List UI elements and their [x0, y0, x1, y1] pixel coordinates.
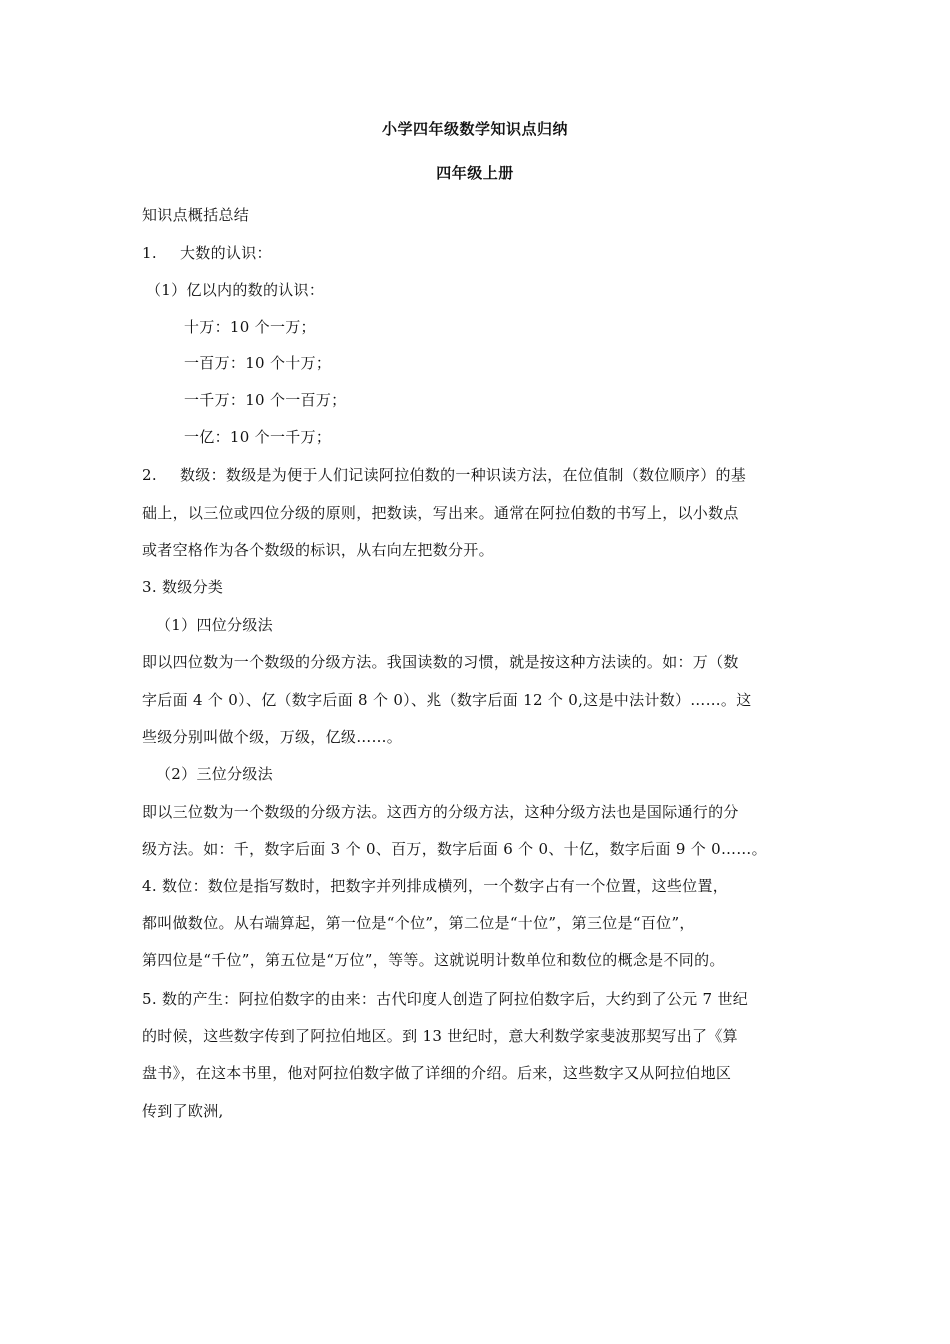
item-3-subheading-2: （2）三位分级法	[156, 765, 273, 783]
item-3-heading: 3. 数级分类	[142, 578, 224, 596]
paragraph-line: 字后面 4 个 0）、亿（数字后面 8 个 0）、兆（数字后面 12 个 0,这是中法计数）……。这	[142, 691, 752, 709]
item-2	[142, 464, 746, 485]
paragraph-line: 或者空格作为各个数级的标识，从右向左把数分开。	[142, 541, 494, 559]
item-1-text: 大数的认识：	[180, 244, 272, 262]
document-title: 小学四年级数学知识点归纳	[381, 120, 568, 138]
unit-line: 一百万：10 个十万；	[184, 354, 332, 372]
paragraph-line: 4. 数位：数位是指写数时，把数字并列排成横列，一个数字占有一个位置，这些位置，	[142, 877, 729, 895]
paragraph-line: 第四位是“千位”，第五位是“万位”，等等。这就说明计数单位和数位的概念是不同的。	[142, 951, 725, 969]
section-heading: 知识点概括总结	[142, 206, 250, 224]
document-subtitle: 四年级上册	[436, 164, 514, 182]
paragraph-line: 传到了欧洲,	[142, 1102, 224, 1120]
paragraph-line: 即以四位数为一个数级的分级方法。我国读数的习惯，就是按这种方法读的。如：万（数	[142, 653, 739, 671]
paragraph-line: 础上，以三位或四位分级的原则，把数读，写出来。通常在阿拉伯数的书写上，以小数点	[142, 504, 739, 522]
item-1-number: 1.	[142, 244, 157, 262]
unit-line: 十万：10 个一万；	[184, 318, 316, 336]
item-3-subheading-1: （1）四位分级法	[156, 616, 273, 634]
paragraph-line: 5. 数的产生：阿拉伯数字的由来：古代印度人创造了阿拉伯数字后，大约到了公元 7 世纪	[142, 990, 749, 1008]
unit-line: 一亿：10 个一千万；	[184, 428, 332, 446]
item-2-number: 2.	[142, 466, 157, 484]
item-1-subheading: （1）亿以内的数的认识：	[146, 281, 325, 299]
unit-line: 一千万：10 个一百万；	[184, 391, 347, 409]
paragraph-line: 的时候，这些数字传到了阿拉伯地区。到 13 世纪时，意大利数学家斐波那契写出了《算	[142, 1027, 738, 1045]
paragraph-line: 级方法。如：千，数字后面 3 个 0、百万，数字后面 6 个 0、十亿，数字后面 9 个 0……。	[142, 840, 767, 858]
paragraph-line: 盘书》，在这本书里，他对阿拉伯数字做了详细的介绍。后来，这些数字又从阿拉伯地区	[142, 1064, 732, 1082]
item-1	[142, 242, 272, 263]
paragraph-line: 都叫做数位。从右端算起，第一位是“个位”，第二位是“十位”，第三位是“百位”，	[142, 914, 695, 932]
paragraph-line: 即以三位数为一个数级的分级方法。这西方的分级方法，这种分级方法也是国际通行的分	[142, 803, 739, 821]
paragraph-line: 些级分别叫做个级，万级，亿级……。	[142, 728, 403, 746]
item-2-text: 数级：数级是为便于人们记读阿拉伯数的一种识读方法，在位值制（数位顺序）的基	[180, 466, 747, 484]
